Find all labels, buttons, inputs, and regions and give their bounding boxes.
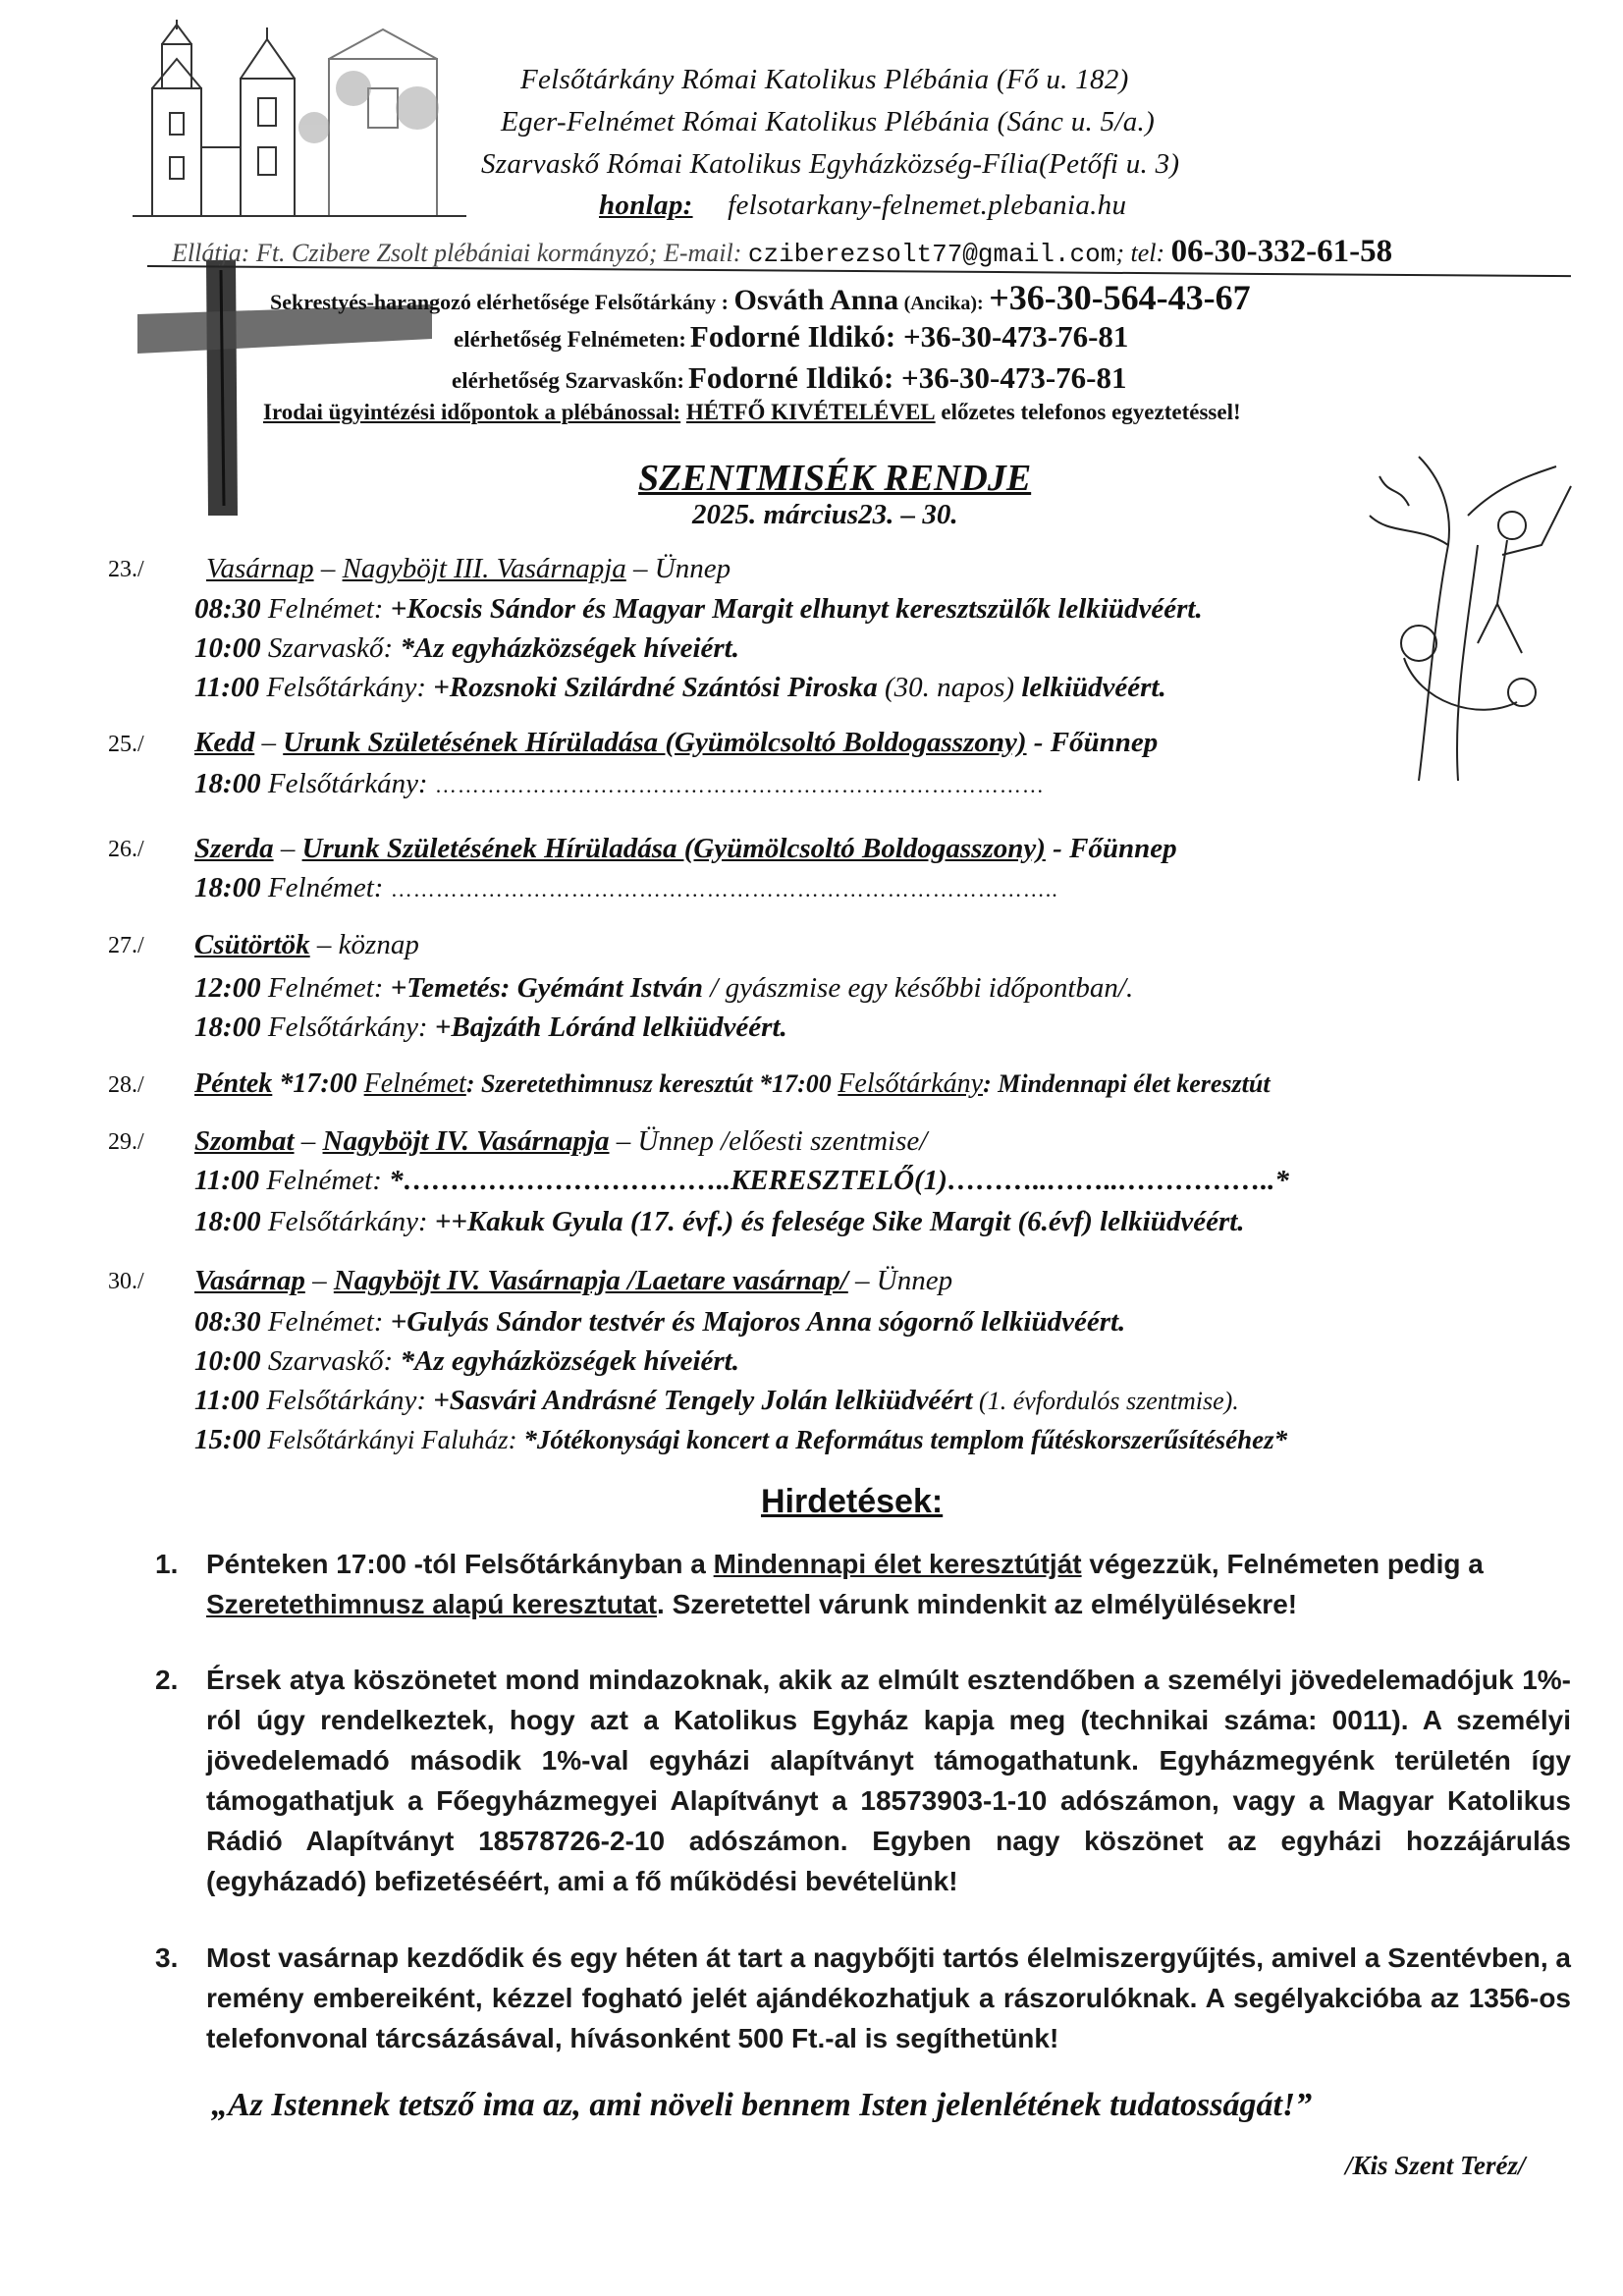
day-header-26 [194, 833, 1177, 865]
mass-place: Felsőtárkány [838, 1068, 984, 1099]
mass-place: Felsőtárkány: [259, 1385, 434, 1416]
mass-note: (1. évfordulós szentmise). [972, 1387, 1239, 1415]
mass-entry [194, 768, 1045, 800]
day-header-30 [194, 1265, 952, 1297]
mass-place: Felnémet: [260, 972, 391, 1004]
day-header-29 [194, 1125, 927, 1158]
mass-entry [194, 1424, 1287, 1456]
day-number: 30./ [108, 1269, 144, 1294]
separator: – [294, 1125, 323, 1157]
mass-time: 18:00 [194, 1206, 261, 1237]
announcement-2 [155, 1660, 1571, 1901]
mass-intention: +Gulyás Sándor testvér és Majoros Anna sógornő lelkiüdvéért. [390, 1306, 1126, 1338]
mass-placeholder: ……………………………………………………………………… [434, 773, 1045, 797]
mass-entry [194, 1306, 1125, 1339]
mass-place: Felnémet: [260, 1306, 391, 1338]
day-name: Szerda [194, 833, 274, 864]
day-name: Szombat [194, 1125, 295, 1157]
page-title: SZENTMISÉK RENDJE [638, 458, 1032, 499]
ellatja-line [172, 234, 1392, 270]
feast-name: Nagyböjt III. Vasárnapja [342, 553, 626, 584]
mass-time: 10:00 [194, 632, 261, 664]
parish-line-1: Felsőtárkány Római Katolikus Plébánia (Fő u. 182) [520, 64, 1129, 95]
office-hours-exception: HÉTFŐ KIVÉTELÉVEL [685, 400, 936, 424]
mass-place: Felsőtárkány: [260, 768, 435, 799]
announcement-text: Pénteken 17:00 -tól Felsőtárkányban a [206, 1549, 714, 1579]
szarvasko-contact [452, 360, 1127, 396]
quote-author: /Kis Szent Teréz/ [1345, 2151, 1526, 2180]
mass-entry [194, 1345, 739, 1378]
mass-place: Felsőtárkány: [259, 672, 434, 703]
mass-place: Felnémet: [260, 593, 391, 625]
announcement-text: Most vasárnap kezdődik és egy héten át tart a nagybőjti tartós élelmiszergyűjtés, amivel a Szentévben, a remény embereiként, kézzel fogható jelét ajándékozhatjuk a rászorulóknak. A segélyakcióba az 1356-os telefonvonal tárcsázásával, hívásonként 500 Ft.-al is segíthetünk! [206, 1942, 1571, 2053]
mass-intention: *Jótékonysági koncert a Református templom fűtéskorszerűsítéséhez* [523, 1425, 1288, 1454]
mass-intention: *Az egyházközségek híveiért. [400, 1345, 739, 1377]
announcement-text: . Szeretettel várunk mindenkit az elmélyülésekre! [657, 1589, 1298, 1619]
mass-place: Szarvaskő: [260, 1345, 401, 1377]
mass-time: 08:30 [194, 1306, 261, 1338]
feast-name: Nagyböjt IV. Vasárnapja [322, 1125, 610, 1157]
day-name: Péntek [194, 1068, 273, 1099]
mass-time: 12:00 [194, 972, 261, 1004]
day-number: 28./ [108, 1072, 144, 1098]
mass-intention: +Temetés: Gyémánt István [390, 972, 704, 1004]
announcements-title: Hirdetések: [761, 1483, 944, 1520]
day-number: 26./ [108, 837, 144, 862]
mass-place: Felsőtárkány: [260, 1011, 435, 1043]
mass-place: Felnémet: [259, 1165, 390, 1196]
separator: – [313, 553, 343, 584]
mass-entry [194, 672, 1166, 704]
day-number: 25./ [108, 732, 144, 757]
mass-intention: +Rozsnoki Szilárdné Szántósi Piroska [433, 672, 878, 703]
website-url[interactable]: felsotarkany-felnemet.plebania.hu [728, 190, 1127, 221]
felnemet-label: elérhetőség Felnémeten: [454, 327, 686, 352]
mass-entry [194, 972, 1133, 1005]
mass-place: Felsőtárkányi Faluház: [260, 1425, 524, 1454]
announcement-3 [155, 1938, 1571, 2058]
mass-intention: : Szeretethimnusz keresztút *17:00 [465, 1069, 839, 1098]
mass-intention: +Sasvári Andrásné Tengely Jolán lelkiüdvéért [433, 1385, 973, 1416]
feast-name: Urunk Születésének Hírüladása (Gyümölcsoltó Boldogasszony) [301, 833, 1046, 864]
tree-illustration [1360, 447, 1581, 781]
day-number: 29./ [108, 1129, 144, 1155]
mass-entry [194, 872, 1058, 904]
mass-entry [194, 1011, 787, 1044]
separator: – [273, 833, 302, 864]
announcement-highlight: Mindennapi élet keresztútját [713, 1549, 1082, 1579]
website-label: honlap: [599, 190, 693, 221]
parish-line-2: Eger-Felnémet Római Katolikus Plébánia (Sánc u. 5/a.) [501, 106, 1156, 137]
phone-number: 06-30-332-61-58 [1170, 234, 1393, 269]
mass-place: Felnémet: [260, 872, 391, 903]
feast-rank: – Ünnep [625, 553, 731, 584]
mass-intention-end: lelkiüdvéért. [1021, 672, 1166, 703]
mass-place: Felsőtárkány: [260, 1206, 435, 1237]
day-name: Vasárnap [206, 553, 314, 584]
feast-name: Urunk Születésének Hírüladása (Gyümölcsoltó Boldogasszony) [283, 727, 1027, 758]
separator: – [304, 1265, 334, 1296]
felnemet-value: Fodorné Ildikó: +36-30-473-76-81 [689, 319, 1129, 354]
announcement-number: 2. [155, 1665, 179, 1695]
feast-rank: – köznap [309, 929, 419, 960]
mass-place: Szarvaskő: [260, 632, 401, 664]
day-header-25 [194, 727, 1158, 759]
mass-time: 18:00 [194, 1011, 261, 1043]
office-hours-note: előzetes telefonos egyeztetéssel! [941, 400, 1241, 424]
mass-intention: : Mindennapi élet keresztút [983, 1069, 1271, 1098]
mass-note: (30. napos) [877, 672, 1022, 703]
feast-rank: – Ünnep /előesti szentmise/ [609, 1125, 928, 1157]
parish-line-3: Szarvaskő Római Katolikus Egyházközség-Fília(Petőfi u. 3) [481, 148, 1180, 180]
sacristan-nick: (Ancika): [903, 293, 984, 314]
mass-time: 08:30 [194, 593, 261, 625]
office-hours-line [263, 400, 1241, 425]
sacristan-name: Osváth Anna [733, 284, 899, 316]
closing-quote: „Az Istennek tetsző ima az, ami növeli bennem Isten jelenlétének tudatosságát!” [211, 2087, 1313, 2123]
mass-time: 11:00 [194, 672, 260, 703]
mass-intention: +Bajzáth Lóránd lelkiüdvéért. [434, 1011, 787, 1043]
ellatja-label: Ellátja: Ft. Czibere Zsolt plébániai kormányzó; E-mail: [172, 239, 742, 267]
mass-time: 11:00 [194, 1385, 260, 1416]
office-hours-label: Irodai ügyintézési időpontok a plébánossal: [263, 400, 681, 424]
sacristan-label: Sekrestyés-harangozó elérhetősége Felsőtárkány : [270, 290, 729, 314]
mass-intention: ++Kakuk Gyula (17. évf.) és felesége Sike Margit (6.évf) lelkiüdvéért. [434, 1206, 1245, 1237]
feast-rank: - Főünnep [1026, 727, 1159, 758]
feast-rank: – Ünnep [847, 1265, 953, 1296]
mass-entry [194, 1206, 1245, 1238]
mass-placeholder: …………………………………………………………………………….. [390, 877, 1058, 902]
sacristan-phone: +36-30-564-43-67 [989, 278, 1251, 317]
mass-note: / gyászmise egy későbbi időpontban/. [703, 972, 1134, 1004]
mass-entry [194, 593, 1203, 626]
day-header-23 [206, 553, 730, 585]
mass-time: 18:00 [194, 768, 261, 799]
mass-place: Felnémet [363, 1068, 466, 1099]
mass-time: 11:00 [194, 1165, 260, 1196]
mass-entry [194, 1165, 1289, 1197]
date-range: 2025. március23. – 30. [692, 499, 958, 530]
day-name: Kedd [194, 727, 255, 758]
announcement-text: végezzük, Felnémeten pedig a [1081, 1549, 1484, 1579]
separator: – [254, 727, 284, 758]
szarvasko-value: Fodorné Ildikó: +36-30-473-76-81 [688, 360, 1127, 395]
feast-name: Nagyböjt IV. Vasárnapja /Laetare vasárnap/ [333, 1265, 848, 1296]
announcement-number: 1. [155, 1549, 179, 1579]
day-header-28 [194, 1068, 1271, 1100]
announcement-number: 3. [155, 1942, 179, 1973]
mass-time: 10:00 [194, 1345, 261, 1377]
announcement-text: Érsek atya köszönetet mond mindazoknak, akik az elmúlt esztendőben a személyi jövedelemadójuk 1%-ról úgy rendelkeztek, hogy azt a Katolikus Egyház kapja meg (technikai száma: 0011). A személyi jövedelemadó második 1%-val egyházi alapítványt támogathatunk. Egyházmegyénk területén így támogathatjuk a Főegyházmegyei Alapítványt a 18573903-1-10 adószámon, vagy a Magyar Katolikus Rádió Alapítványt 18578726-2-10 adószámon. Egyben nagy köszönet az egyházi hozzájárulás (egyházadó) befizetéséért, ami a fő működési bevételünk! [206, 1665, 1571, 1896]
mass-entry [194, 1385, 1239, 1417]
sacristan-line [270, 277, 1251, 318]
mass-intention: +Kocsis Sándor és Magyar Margit elhunyt keresztszülők lelkiüdvéért. [390, 593, 1203, 625]
mass-time: *17:00 [272, 1068, 364, 1099]
day-number: 23./ [108, 557, 144, 582]
szarvasko-label: elérhetőség Szarvaskőn: [452, 368, 684, 393]
announcement-highlight: Szeretethimnusz alapú keresztutat [206, 1589, 658, 1619]
church-illustration [133, 20, 486, 226]
announcement-1 [155, 1544, 1571, 1624]
mass-intention: *Az egyházközségek híveiért. [400, 632, 739, 664]
tel-label: ; tel: [1115, 239, 1165, 267]
day-number: 27./ [108, 933, 144, 958]
website-line [599, 190, 1126, 222]
day-header-27 [194, 929, 419, 961]
mass-entry [194, 632, 739, 665]
mass-time: 18:00 [194, 872, 261, 903]
feast-rank: - Főünnep [1045, 833, 1177, 864]
day-name: Csütörtök [194, 929, 310, 960]
felnemet-contact [454, 319, 1128, 355]
mass-intention: *……………………………..KERESZTELŐ(1)………..……..……………..* [389, 1165, 1289, 1196]
day-name: Vasárnap [194, 1265, 305, 1296]
mass-time: 15:00 [194, 1424, 261, 1455]
email-link[interactable]: cziberezsolt77@gmail.com [747, 240, 1116, 269]
